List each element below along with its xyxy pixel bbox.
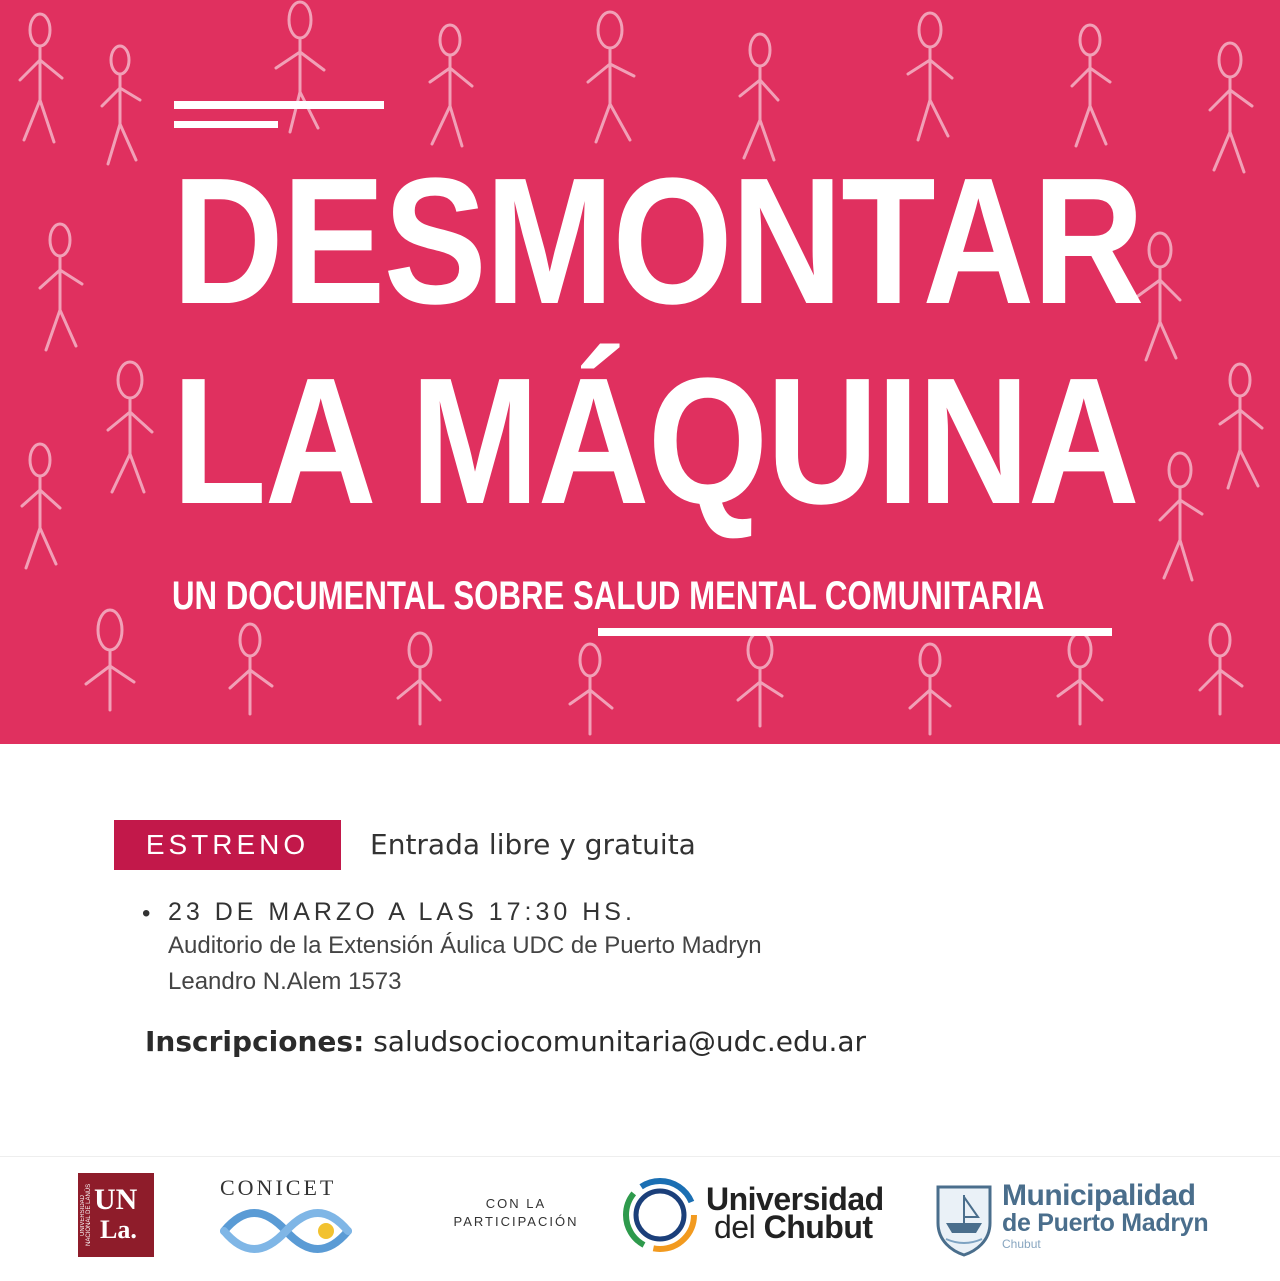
decor-bar-top-short [174, 121, 278, 128]
conicet-logo-icon [220, 1207, 352, 1255]
unla-line1: UN [94, 1183, 138, 1216]
sponsor-footer [0, 1156, 1280, 1281]
registration [145, 1025, 866, 1058]
list-bullet: • [142, 900, 151, 927]
udc-name-line2 [714, 1209, 873, 1246]
udc-logo-icon [620, 1175, 700, 1255]
event-address: Leandro N.Alem 1573 [168, 968, 402, 995]
municipality-name-line1: Municipalidad [1002, 1179, 1196, 1212]
unla-vertical-text: UNIVERSIDAD NACIONAL DE LANÚS [80, 1183, 92, 1247]
unla-logo [78, 1173, 154, 1257]
registration-label: Inscripciones: [145, 1025, 365, 1058]
subtitle: UN DOCUMENTAL SOBRE SALUD MENTAL COMUNITARIA [172, 574, 1045, 618]
title-line-1: DESMONTAR [172, 141, 1143, 342]
municipality-name-line3: Chubut [1002, 1237, 1041, 1251]
unla-line2: La. [100, 1215, 137, 1244]
municipality-name-line2: de Puerto Madryn [1002, 1209, 1209, 1237]
conicet-name: CONICET [220, 1175, 337, 1200]
event-date: 23 DE MARZO A LAS 17:30 HS. [168, 898, 636, 926]
udc-name-bold: Chubut [763, 1209, 873, 1245]
participation-line1: CON LA [485, 1196, 547, 1211]
decor-bar-bottom [598, 628, 1112, 636]
udc-name-prefix: del [714, 1209, 764, 1245]
municipality-shield-icon [932, 1177, 996, 1257]
event-venue: Auditorio de la Extensión Áulica UDC de Puerto Madryn [168, 932, 762, 959]
participation-line2: PARTICIPACIÓN [453, 1214, 579, 1229]
participation-label [440, 1195, 592, 1231]
registration-email-link[interactable]: saludsociocomunitaria@udc.edu.ar [373, 1025, 867, 1058]
title-line-2: LA MÁQUINA [172, 341, 1138, 542]
entry-info: Entrada libre y gratuita [370, 828, 696, 861]
estreno-badge: ESTRENO [114, 820, 341, 870]
decor-bar-top-long [174, 101, 384, 109]
udc-name-line1: Universidad [706, 1181, 884, 1217]
